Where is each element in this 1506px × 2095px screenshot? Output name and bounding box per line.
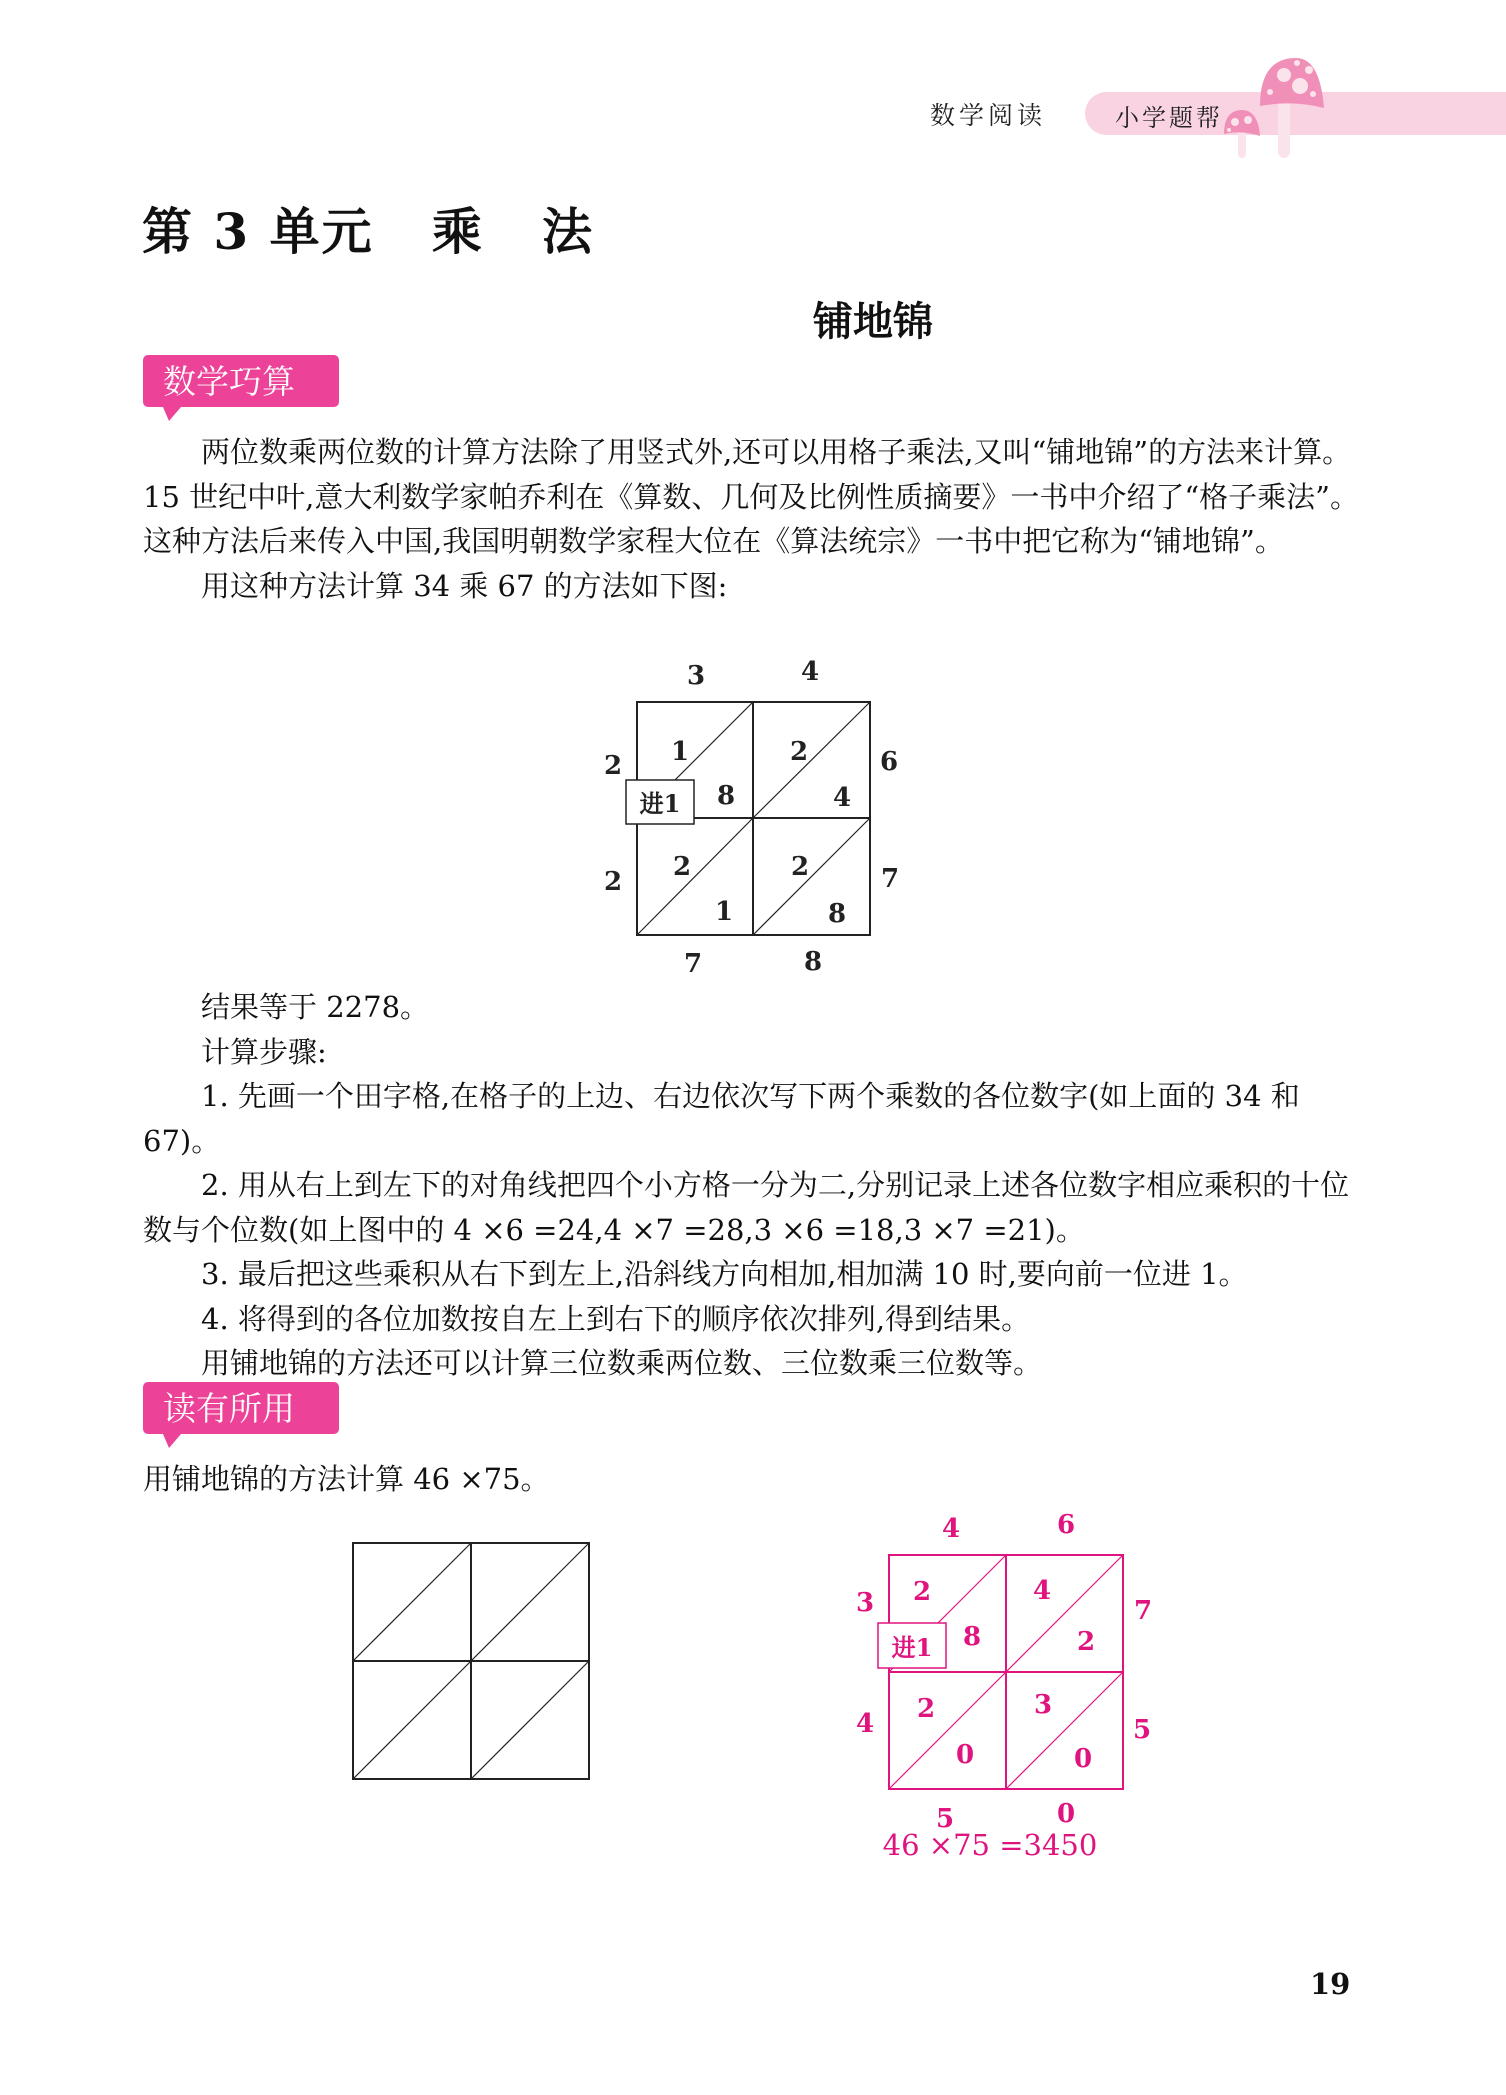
answer-top-digit: 6 — [1056, 1510, 1076, 1540]
example-top-digit: 4 — [800, 657, 820, 687]
closing-line: 用铺地锦的方法还可以计算三位数乘两位数、三位数乘三位数等。 — [201, 1346, 1043, 1380]
answer-top-digit: 4 — [941, 1514, 961, 1544]
answer-diagonal — [1006, 1672, 1123, 1789]
example-diagonal — [753, 702, 870, 818]
blank-diagonal — [353, 1543, 471, 1661]
example-cell-tens: 2 — [790, 852, 810, 882]
unit-title: 第 3 单元 乘 法 — [142, 202, 595, 261]
example-carry-label: 进1 — [639, 789, 681, 818]
result-line: 结果等于 2278。 — [201, 990, 430, 1024]
example-cell-ones: 1 — [714, 897, 734, 927]
answer-cell-tens: 4 — [1032, 1576, 1052, 1606]
example-cell-ones: 4 — [832, 783, 852, 813]
answer-cell-ones: 8 — [962, 1622, 982, 1652]
answer-cell-ones: 2 — [1076, 1627, 1096, 1657]
example-top-digit: 3 — [686, 661, 706, 691]
example-cell-ones: 8 — [827, 899, 847, 929]
answer-bottom-sum: 0 — [1056, 1799, 1076, 1829]
example-lattice-diagram — [600, 650, 920, 980]
steps-heading: 计算步骤: — [201, 1034, 327, 1069]
example-bottom-sum: 7 — [683, 949, 703, 979]
answer-carry-label: 进1 — [891, 1633, 933, 1662]
tag-math-trick: 数学巧算 — [143, 355, 339, 407]
answer-diagonal — [889, 1672, 1006, 1789]
example-right-digit: 7 — [880, 864, 900, 894]
answer-bottom-sum: 5 — [935, 1804, 955, 1834]
example-diagonal — [637, 818, 753, 935]
answer-cell-tens: 2 — [916, 1694, 936, 1724]
example-cell-tens: 2 — [672, 852, 692, 882]
answer-left-sum: 4 — [855, 1709, 875, 1739]
example-bottom-sum: 8 — [803, 947, 823, 977]
mushroom-icon — [1220, 50, 1340, 160]
steps-section — [143, 985, 1365, 1386]
example-diagonal — [753, 818, 870, 935]
step-item: 2. 用从右上到左下的对角线把四个小方格一分为二,分别记录上述各位数字相应乘积的十位数与个位数(如上图中的 4 ×6 =24,4 ×7 =28,3 ×6 =18,3 ×7 =21)。 — [143, 1168, 1350, 1247]
intro-lead: 用这种方法计算 34 乘 67 的方法如下图: — [201, 568, 728, 603]
exercise-section — [143, 1457, 1365, 1502]
intro-section — [143, 430, 1365, 608]
tag-apply: 读有所用 — [143, 1382, 339, 1434]
answer-left-sum: 3 — [855, 1588, 875, 1618]
answer-cell-ones: 0 — [1073, 1744, 1093, 1774]
blank-diagonal — [471, 1661, 589, 1779]
example-right-digit: 6 — [879, 747, 899, 777]
step-item: 3. 最后把这些乘积从右下到左上,沿斜线方向相加,相加满 10 时,要向前一位进 1。 — [201, 1257, 1248, 1291]
exercise-prompt: 用铺地锦的方法计算 46 ×75。 — [143, 1462, 550, 1496]
example-cell-tens: 2 — [789, 737, 809, 767]
answer-diagonal — [1006, 1555, 1123, 1672]
step-item: 1. 先画一个田字格,在格子的上边、右边依次写下两个乘数的各位数字(如上面的 34 和 67)。 — [143, 1079, 1300, 1158]
page-number: 19 — [1310, 1967, 1351, 2001]
answer-cell-tens: 2 — [912, 1577, 932, 1607]
article-title: 铺地锦 — [813, 299, 933, 345]
answer-cell-tens: 3 — [1033, 1690, 1053, 1720]
example-left-sum: 2 — [603, 867, 623, 897]
answer-right-digit: 7 — [1133, 1596, 1153, 1626]
example-left-sum: 2 — [603, 751, 623, 781]
header-section-label: 数学阅读 — [930, 101, 1047, 130]
blank-diagonal — [471, 1543, 589, 1661]
header-brand: 小学题帮 — [1115, 104, 1223, 132]
intro-paragraph: 两位数乘两位数的计算方法除了用竖式外,还可以用格子乘法,又叫“铺地锦”的方法来计算。15 世纪中叶,意大利数学家帕乔利在《算数、几何及比例性质摘要》一书中介绍了“格子乘法”。这种方法后来传入中国,我国明朝数学家程大位在《算法统宗》一书中把它称为“铺地锦”。 — [143, 435, 1359, 558]
step-item: 4. 将得到的各位加数按自左上到右下的顺序依次排列,得到结果。 — [201, 1301, 1031, 1336]
example-cell-tens: 1 — [670, 737, 690, 767]
example-cell-ones: 8 — [716, 781, 736, 811]
answer-lattice-diagram — [840, 1495, 1160, 1865]
answer-cell-ones: 0 — [955, 1740, 975, 1770]
answer-equation: 46 ×75 =3450 — [882, 1828, 1098, 1862]
blank-lattice-grid[interactable] — [350, 1540, 592, 1782]
answer-right-digit: 5 — [1132, 1715, 1152, 1745]
blank-diagonal — [353, 1661, 471, 1779]
